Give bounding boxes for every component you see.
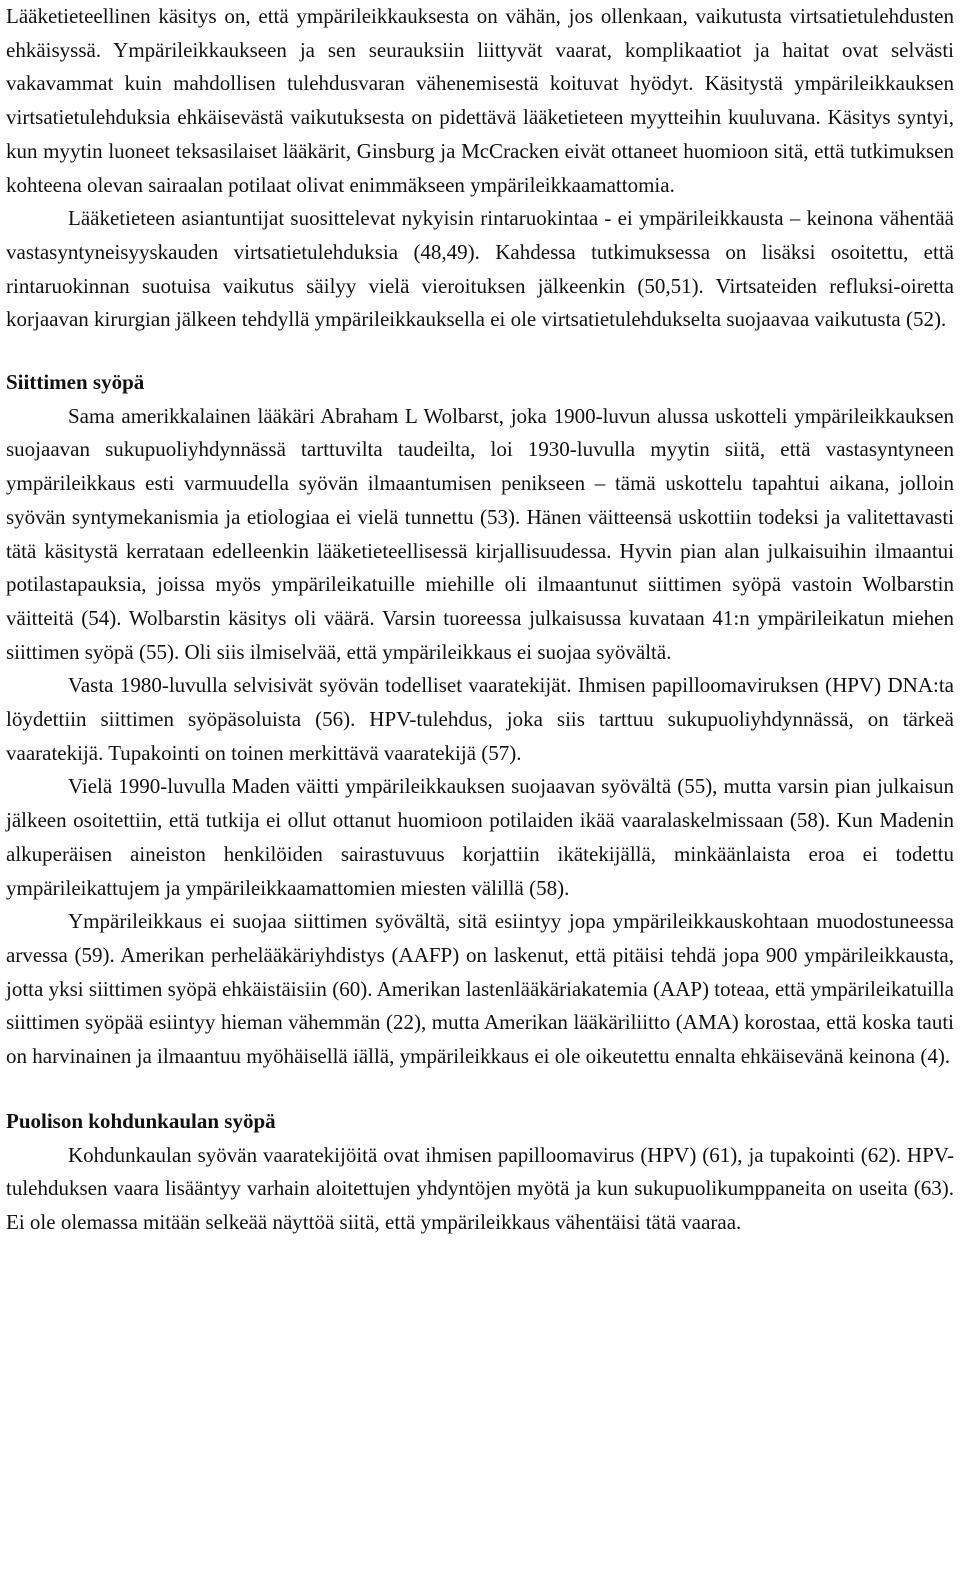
paragraph-aafp-aap-ama: Ympärileikkaus ei suojaa siittimen syövältä, sitä esiintyy jopa ympärileikkauskohtaan muodostuneessa arvessa (59). Amerikan perhelääkäriyhdistys (AAFP) on laskenut, että pitäisi tehdä jopa 900 ympärileikkausta, jotta yksi siittimen syöpä ehkäistäisiin (60). Amerikan lastenlääkäriakatemia (AAP) toteaa, että ympärileikatuilla siittimen syöpää esiintyy hieman vähemmän (22), mutta Amerikan lääkäriliitto (AMA) korostaa, että koska tauti on harvinainen ja ilmaantuu myöhäisellä iällä, ympärileikkaus ei ole oikeutettu ennalta ehkäisevänä keinona (4). — [6, 909, 954, 1069]
section-heading-penile-cancer: Siittimen syöpä — [6, 370, 145, 395]
cervical-cancer-section — [6, 1105, 954, 1240]
intro-section — [6, 0, 954, 337]
paragraph-wolbarst: Sama amerikkalainen lääkäri Abraham L Wolbarst, joka 1900-luvun alussa uskotteli ympärileikkauksen suojaavan sukupuoliyhdynnässä tarttuvilta taudeilta, loi 1930-luvulla myytin siitä, että vastasyntyneen ympärileikkaus esti varmuudella syövän ilmaantumisen penikseen – tämä uskottelu tapahtui aikana, jolloin syövän syntymekanismia ja etiologiaa ei vielä tunnettu (53). Hänen väitteensä uskottiin todeksi ja valitettavasti tätä käsitystä kerrataan edelleenkin lääketieteellisessä kirjallisuudessa. Hyvin pian alan julkaisuihin ilmaantui potilastapauksia, joissa myös ympärileikatuille miehille oli ilmaantunut siittimen syöpä vastoin Wolbarstin väitteitä (54). Wolbarstin käsitys oli väärä. Varsin tuoreessa julkaisussa kuvataan 41:n ympärileikatun miehen siittimen syöpä (55). Oli siis ilmiselvää, että ympärileikkaus ei suojaa syövältä. — [6, 403, 954, 664]
paragraph-hpv-risk: Vasta 1980-luvulla selvisivät syövän todelliset vaaratekijät. Ihmisen papilloomaviruksen (HPV) DNA:ta löydettiin siittimen syöpäsoluista (56). HPV-tulehdus, joka siis tarttuu sukupuoliyhdynnässä, on tärkeä vaaratekijä. Tupakointi on toinen merkittävä vaaratekijä (57). — [6, 673, 954, 765]
paragraph-uti-myth: Lääketieteellinen käsitys on, että ympärileikkauksesta on vähän, jos ollenkaan, vaikutusta virtsatietulehdusten ehkäisyssä. Ympärileikkaukseen ja sen seurauksiin liittyvät vaarat, komplikaatiot ja haitat ovat selvästi vakavammat kuin mahdollisen tulehdusvaran vähenemisestä koituvat hyödyt. Käsitystä ympärileikkauksen virtsatietulehduksia ehkäisevästä vaikutuksesta on pidettävä lääketieteen myytteihin kuuluvana. Käsitys syntyi, kun myytin luoneet teksasilaiset lääkärit, Ginsburg ja McCracken eivät ottaneet huomioon sitä, että tutkimuksen kohteena olevan sairaalan potilaat olivat enimmäkseen ympärileikkaamattomia. — [6, 4, 954, 197]
document-page — [6, 0, 954, 1240]
section-heading-cervical-cancer: Puolison kohdunkaulan syöpä — [6, 1108, 276, 1133]
paragraph-maden: Vielä 1990-luvulla Maden väitti ympärileikkauksen suojaavan syövältä (55), mutta varsin pian julkaisun jälkeen osoitettiin, että tutkija ei ollut ottanut huomioon potilaiden ikää vaaralaskelmissaan (58). Kun Madenin alkuperäisen aineiston henkilöiden sairastuvuus korjattiin ikätekijällä, minkäänlaista eroa ei todettu ympärileikattujem ja ympärileikkaamattomien miesten välillä (58). — [6, 774, 954, 900]
paragraph-breastfeeding: Lääketieteen asiantuntijat suosittelevat nykyisin rintaruokintaa - ei ympärileikkausta – keinona vähentää vastasyntyneisyyskauden virtsatietulehduksia (48,49). Kahdessa tutkimuksessa on lisäksi osoitettu, että rintaruokinnan suotuisa vaikutus säilyy vielä vieroituksen jälkeenkin (50,51). Virtsateiden refluksi-oiretta korjaavan kirurgian jälkeen tehdyllä ympärileikkauksella ei ole virtsatietulehdukselta suojaavaa vaikutusta (52). — [6, 206, 954, 332]
penile-cancer-section — [6, 366, 954, 1074]
section-spacer — [6, 337, 954, 366]
paragraph-cervical-risk: Kohdunkaulan syövän vaaratekijöitä ovat ihmisen papilloomavirus (HPV) (61), ja tupakointi (62). HPV-tulehduksen vaara lisääntyy varhain aloitettujen yhdyntöjen myötä ja kun sukupuolikumppaneita on useita (63). Ei ole olemassa mitään selkeää näyttöä siitä, että ympärileikkaus vähentäisi tätä vaaraa. — [6, 1142, 954, 1234]
section-spacer — [6, 1074, 954, 1105]
